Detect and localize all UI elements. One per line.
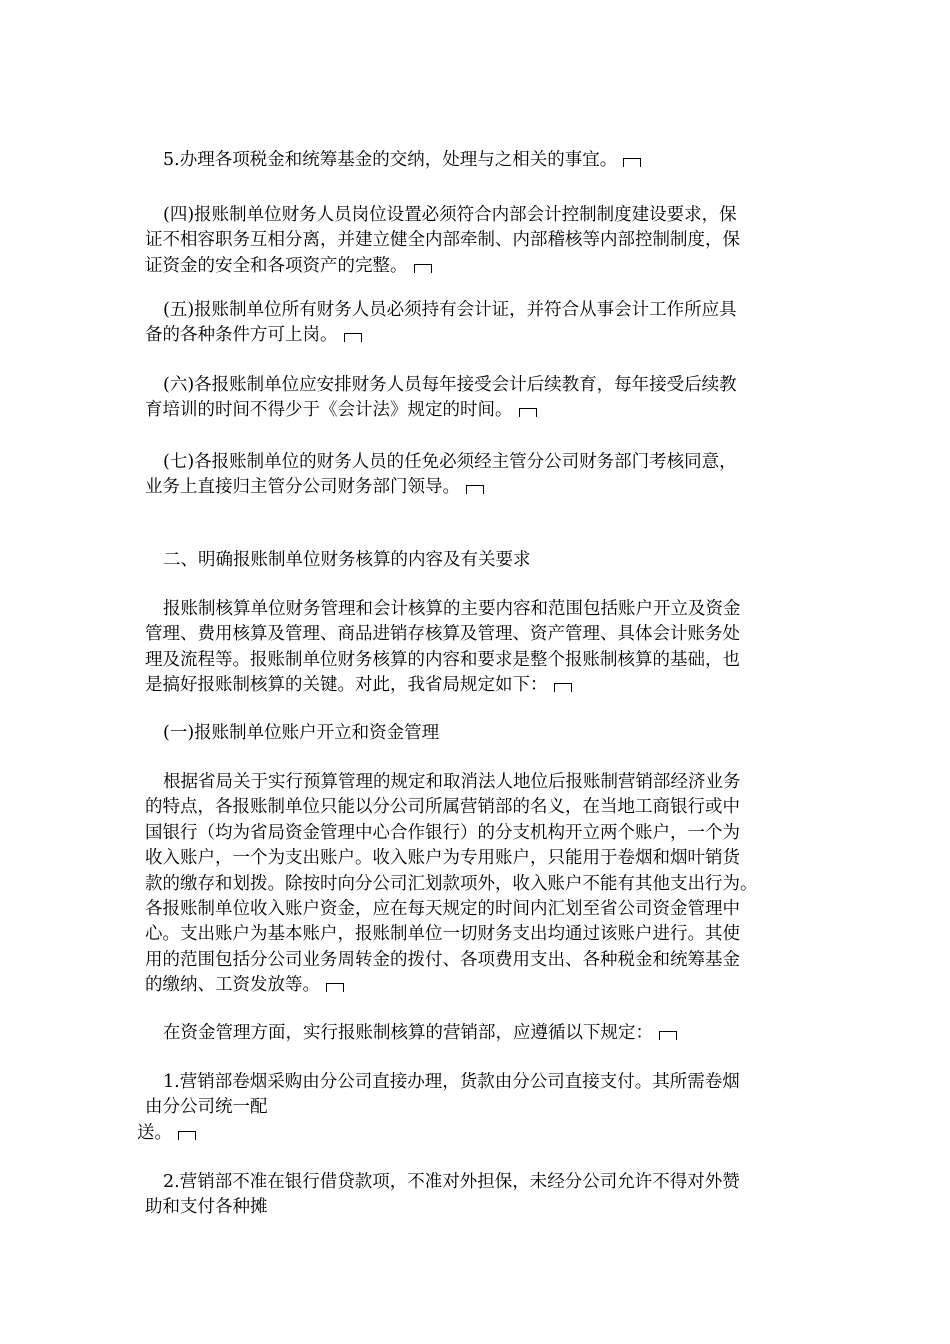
text-line: 国银行（均为省局资金管理中心合作银行）的分支机构开立两个账户，一个为: [145, 822, 740, 843]
text-line: 的缴纳、工资发放等。: [145, 973, 817, 998]
paragraph-rule-1: [137, 1070, 817, 1146]
paragraph-accounting-certificate: [145, 298, 817, 349]
text-line: 证资金的安全和各项资产的完整。: [145, 254, 817, 279]
paragraph-end-mark-icon: [414, 264, 432, 273]
text-line: (五)报账制单位所有财务人员必须持有会计证，并符合从事会计工作所应具: [163, 300, 737, 320]
paragraph-end-mark-icon: [623, 158, 641, 167]
paragraph-fund-management-rules: [145, 1021, 817, 1046]
paragraph-accounting-scope: [145, 597, 817, 699]
paragraph-end-mark-icon: [344, 333, 362, 342]
paragraph-staff-positions: [145, 203, 817, 279]
text-line: 用的范围包括分公司业务周转金的拨付、各项费用支出、各种税金和统筹基金: [145, 949, 740, 970]
text-line: 5.办理各项税金和统筹基金的交纳，处理与之相关的事宜。: [145, 148, 817, 173]
paragraph-end-mark-icon: [519, 408, 537, 417]
text-line: 收入账户，一个为支出账户。收入账户为专用账户，只能用于卷烟和烟叶销货: [145, 848, 740, 869]
paragraph-end-mark-icon: [178, 1131, 196, 1140]
text-line: 各报账制单位收入账户资金，应在每天规定的时间内汇划至省公司资金管理中: [145, 899, 740, 920]
text-line: 的特点，各报账制单位只能以分公司所属营销部的名义，在当地工商银行或中: [145, 797, 740, 818]
text-line: (一)报账制单位账户开立和资金管理: [163, 723, 440, 743]
text-line: (七)各报账制单位的财务人员的任免必须经主管分公司财务部门考核同意，: [163, 452, 737, 472]
text-line: (六)各报账制单位应安排财务人员每年接受会计后续教育，每年接受后续教: [163, 375, 737, 395]
paragraph-continuing-education: [145, 373, 817, 424]
subsection-heading: [145, 721, 817, 746]
paragraph-staff-appointment: [145, 450, 817, 501]
text-line: 2.营销部不准在银行借贷款项，不准对外担保，未经分公司允许不得对外赞: [163, 1172, 740, 1192]
text-line: 在资金管理方面，实行报账制核算的营销部，应遵循以下规定：: [145, 1021, 817, 1046]
paragraph-end-mark-icon: [659, 1031, 677, 1040]
section-heading: [145, 548, 817, 573]
text-line: 是搞好报账制核算的关键。对此，我省局规定如下：: [145, 673, 817, 698]
text-line: 二、明确报账制单位财务核算的内容及有关要求: [163, 550, 531, 570]
text-line: (四)报账制单位财务人员岗位设置必须符合内部会计控制制度建设要求，保: [163, 205, 737, 225]
text-line: 育培训的时间不得少于《会计法》规定的时间。: [145, 398, 817, 423]
paragraph-rule-2: [145, 1170, 817, 1221]
text-line: 管理、费用核算及管理、商品进销存核算及管理、资产管理、具体会计账务处: [145, 624, 740, 645]
text-line: 款的缴存和划拨。除按时向分公司汇划款项外，收入账户不能有其他支出行为。: [145, 873, 758, 894]
text-line: 根据省局关于实行预算管理的规定和取消法人地位后报账制营销部经济业务: [163, 772, 741, 792]
paragraph-end-mark-icon: [554, 683, 572, 692]
text-line: 助和支付各种摊: [145, 1197, 268, 1218]
text-line: 业务上直接归主管分公司财务部门领导。: [145, 475, 817, 500]
text-line: 送。: [137, 1121, 817, 1146]
text-line: 心。支出账户为基本账户，报账制单位一切财务支出均通过该账户进行。其使: [145, 924, 740, 945]
text-line: 由分公司统一配: [145, 1097, 268, 1118]
paragraph-end-mark-icon: [326, 983, 344, 992]
text-line: 理及流程等。报账制单位财务核算的内容和要求是整个报账制核算的基础，也: [145, 649, 740, 670]
paragraph-account-opening: [145, 770, 817, 999]
text-line: 证不相容职务互相分离，并建立健全内部牵制、内部稽核等内部控制制度，保: [145, 230, 740, 251]
paragraph-tax-payment: [145, 148, 817, 173]
paragraph-end-mark-icon: [466, 485, 484, 494]
text-line: 备的各种条件方可上岗。: [145, 323, 817, 348]
text-line: 报账制核算单位财务管理和会计核算的主要内容和范围包括账户开立及资金: [163, 599, 741, 619]
text-line: 1.营销部卷烟采购由分公司直接办理，货款由分公司直接支付。其所需卷烟: [163, 1072, 740, 1092]
